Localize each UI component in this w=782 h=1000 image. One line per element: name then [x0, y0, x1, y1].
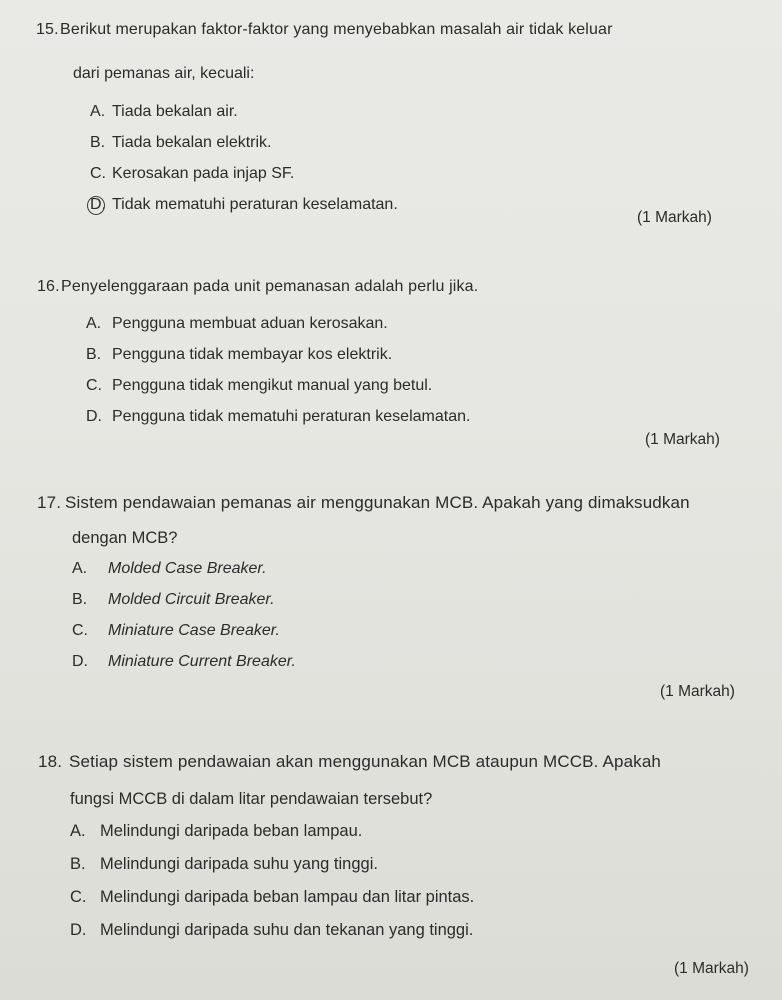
question-text-line2: dengan MCB?: [72, 529, 178, 547]
question-text-line2: dari pemanas air, kecuali:: [73, 65, 255, 82]
question-text-line2: fungsi MCCB di dalam litar pendawaian tersebut?: [70, 790, 433, 808]
option-text: Tidak mematuhi peraturan keselamatan.: [112, 196, 398, 213]
option-b[interactable]: [90, 127, 398, 158]
option-text: Pengguna tidak mengikut manual yang betul.: [112, 377, 433, 394]
option-a[interactable]: [70, 815, 474, 848]
option-letter: C.: [90, 165, 106, 182]
option-letter: A.: [90, 103, 106, 120]
option-letter: A.: [72, 560, 88, 577]
option-text: Tiada bekalan air.: [112, 103, 238, 120]
marks-label: (1 Markah): [674, 960, 749, 977]
option-d[interactable]: [86, 401, 470, 432]
option-text: Melindungi daripada suhu yang tinggi.: [100, 855, 378, 873]
option-letter: C.: [86, 377, 102, 394]
question-number: 15.: [36, 21, 59, 38]
question-text-line1: Setiap sistem pendawaian akan menggunakan MCB ataupun MCCB. Apakah: [69, 752, 662, 771]
option-letter: A.: [86, 315, 102, 332]
question-number: 16.: [37, 278, 60, 295]
option-text: Melindungi daripada beban lampau dan litar pintas.: [100, 888, 475, 906]
option-b[interactable]: [72, 584, 296, 615]
question-stem: [37, 270, 478, 304]
option-c[interactable]: [72, 615, 296, 646]
option-a[interactable]: [72, 553, 296, 584]
option-letter-circled: D.: [90, 189, 112, 220]
option-text: Molded Circuit Breaker.: [108, 591, 275, 608]
option-letter: C.: [72, 622, 88, 639]
marks-label: (1 Markah): [660, 683, 735, 700]
question-stem: [36, 13, 613, 47]
option-text: Miniature Current Breaker.: [108, 653, 296, 670]
option-b[interactable]: [70, 848, 474, 881]
option-letter: D.: [86, 408, 102, 425]
option-d[interactable]: [70, 914, 474, 947]
option-letter: D.: [72, 653, 88, 670]
option-d[interactable]: [90, 189, 398, 220]
question-stem: [37, 486, 690, 520]
marks-label: (1 Markah): [637, 209, 712, 226]
option-text: Miniature Case Breaker.: [108, 622, 280, 639]
question-number: 18.: [38, 752, 63, 771]
option-letter: B.: [70, 855, 86, 873]
option-text: Molded Case Breaker.: [108, 560, 267, 577]
options-list: [90, 96, 398, 220]
question-number: 17.: [37, 493, 62, 512]
options-list: [72, 553, 296, 677]
option-d[interactable]: [72, 646, 296, 677]
option-letter: A.: [70, 822, 86, 840]
option-letter: B.: [72, 591, 88, 608]
option-c[interactable]: [86, 370, 470, 401]
question-text-line1: Sistem pendawaian pemanas air menggunakan MCB. Apakah yang dimaksudkan: [65, 493, 690, 512]
question-text-line1: Penyelenggaraan pada unit pemanasan adalah perlu jika.: [61, 278, 479, 295]
option-text: Pengguna membuat aduan kerosakan.: [112, 315, 388, 332]
option-letter: B.: [86, 346, 102, 363]
option-text: Pengguna tidak membayar kos elektrik.: [112, 346, 393, 363]
option-a[interactable]: [90, 96, 398, 127]
question-text-line1: Berikut merupakan faktor-faktor yang menyebabkan masalah air tidak keluar: [60, 21, 613, 38]
option-c[interactable]: [70, 881, 474, 914]
option-letter: C.: [70, 888, 87, 906]
option-a[interactable]: [86, 308, 470, 339]
option-letter: D.: [70, 921, 87, 939]
option-letter: B.: [90, 134, 106, 151]
option-text: Melindungi daripada suhu dan tekanan yang tinggi.: [100, 921, 474, 939]
options-list: [70, 815, 474, 947]
marks-label: (1 Markah): [645, 431, 720, 448]
question-stem: [38, 745, 661, 779]
option-c[interactable]: [90, 158, 398, 189]
option-text: Pengguna tidak mematuhi peraturan keselamatan.: [112, 408, 471, 425]
options-list: [86, 308, 470, 432]
option-b[interactable]: [86, 339, 470, 370]
option-text: Kerosakan pada injap SF.: [112, 165, 295, 182]
option-text: Melindungi daripada beban lampau.: [100, 822, 363, 840]
option-text: Tiada bekalan elektrik.: [112, 134, 272, 151]
